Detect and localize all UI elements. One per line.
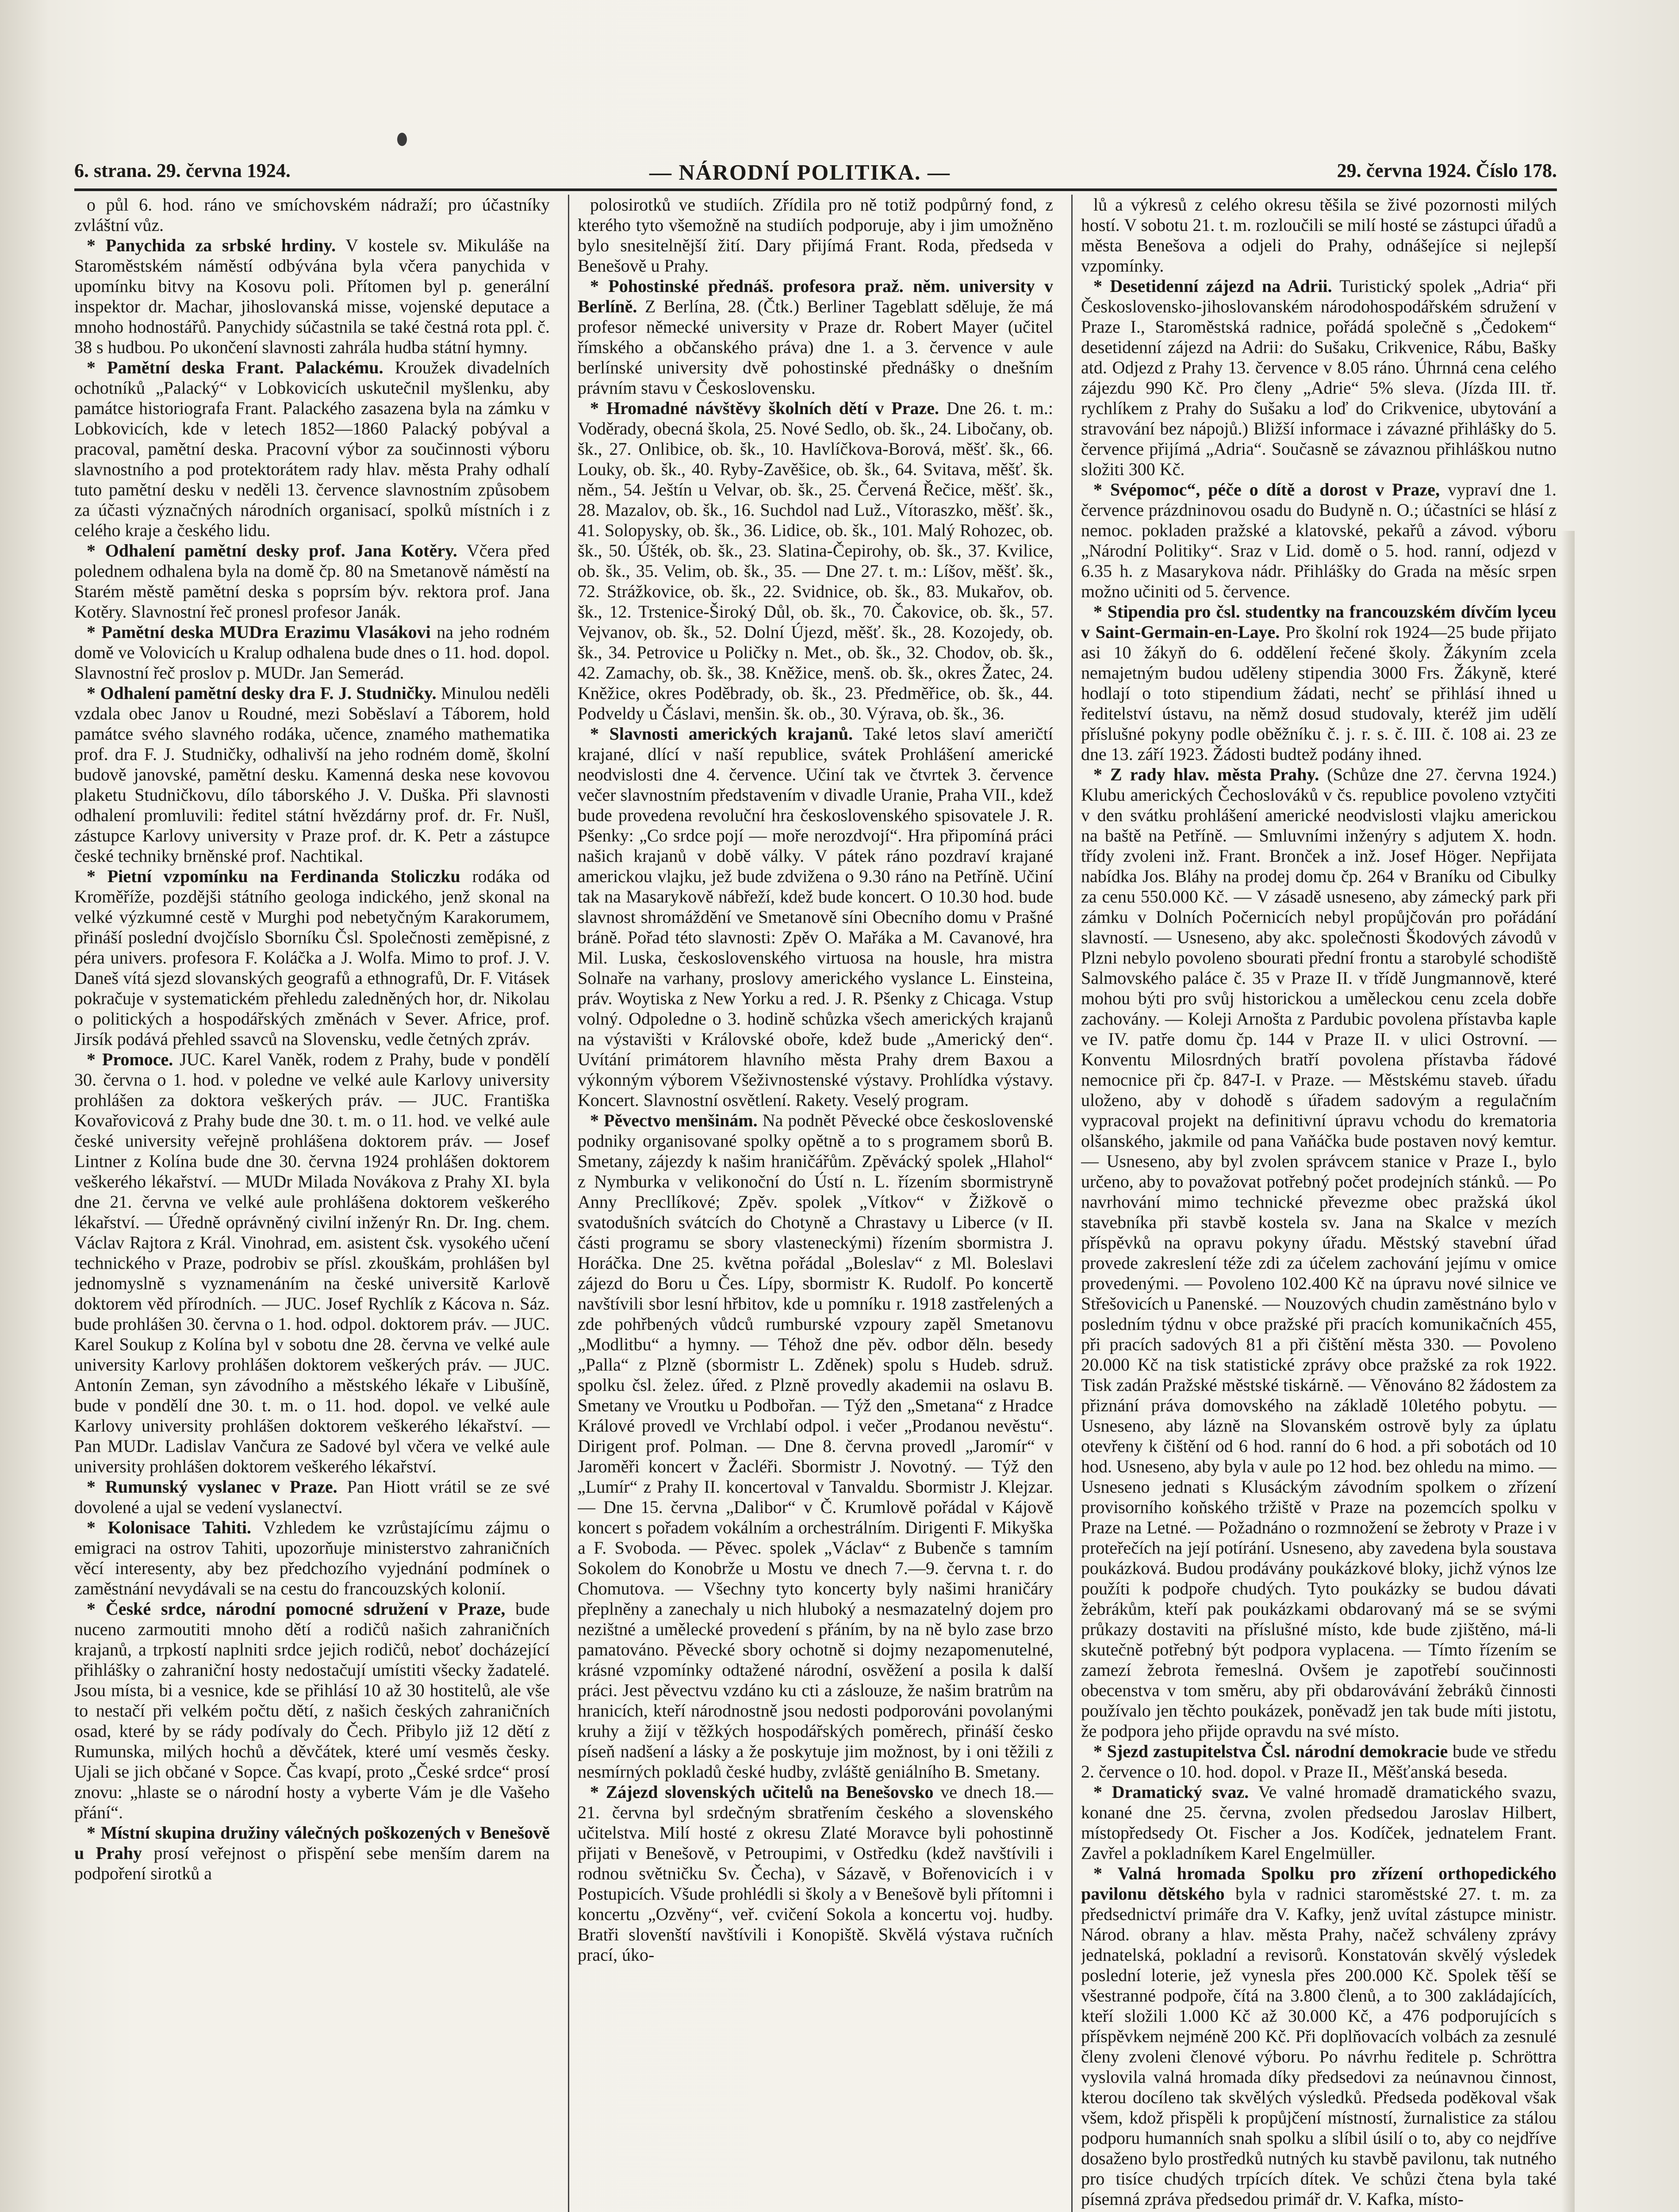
news-item xyxy=(1081,1741,1556,1782)
column-2 xyxy=(578,195,1053,2212)
news-item xyxy=(74,1049,550,1477)
news-item-body: Z Berlína, 28. (Čtk.) Berliner Tageblatt sděluje, že má profesor německé university v Praze dr. Robert Mayer (učitel římského a občanského práva) dne 1. a 3. července v aule berlínské university dvě pohostinské přednášky o dnešním právním stavu v Československu. xyxy=(578,296,1053,398)
news-item-headline: * Zájezd slovenských učitelů na Benešovsko xyxy=(590,1782,934,1802)
news-item-body: na jeho rodném domě ve Volovicích u Kralup odhalena bude dnes o 11. hod. dopol. Slavnostní řeč proslov p. MUDr. Jan Semerád. xyxy=(74,622,550,683)
news-item xyxy=(74,195,550,235)
news-item xyxy=(74,866,550,1049)
header-issue-number: 29. června 1924. Číslo 178. xyxy=(1337,160,1557,181)
news-item-headline: * Dramatický svaz. xyxy=(1093,1782,1249,1802)
news-item-body: Pan Hiott vrátil se ze své dovolené a ujal se vedení vyslanectví. xyxy=(74,1477,550,1517)
news-item xyxy=(578,398,1053,724)
news-item xyxy=(578,1110,1053,1782)
news-item xyxy=(578,195,1053,276)
news-item-headline: * Kolonisace Tahiti. xyxy=(87,1517,251,1537)
news-item-headline: * Pietní vzpomínku na Ferdinanda Stoliczku xyxy=(87,866,460,886)
news-item-body: Kroužek divadelních ochotníků „Palacký“ v Lobkovicích uskutečnil myšlenku, aby památce historiografa Frant. Palackého zasazena byla na zámku v Lobkovicích, kde v letech 1852—1860 Palacký pobýval a pracoval, pamětní deska. Pracovní výbor za součinnosti výboru slavnostního a pod protektorátem rady hlav. města Prahy odhalí tuto pamětní desku v neděli 13. července slavnostním způsobem za účasti význačných národních organisací, spolků místních i z celého kraje a českého lidu. xyxy=(74,357,550,540)
news-item-body: Vzhledem ke vzrůstajícímu zájmu o emigraci na ostrov Tahiti, upozorňuje ministerstvo zahraničních věcí interesenty, aby bez předchozího vyjednání podmínek o zaměstnání nevydávali se na cestu do francouzských kolonií. xyxy=(74,1517,550,1598)
news-item xyxy=(578,276,1053,398)
news-item-body: bude nuceno zarmoutiti mnoho dětí a rodičů našich zahraničních krajanů, a trpkostí naplniti srdce jejich rodičů, neboť docházející přihlášky o zahraniční hosty nedostačují umístiti všecky žadatelé. Jsou místa, bi a vesnice, kde se přihlásí 10 až 30 hostitelů, ale vše to nestačí při velkém počtu dětí, z našich českých zahraničních osad, které by se rády podívaly do Čech. Přibylo již 12 dětí z Rumunska, milých hochů a děvčátek, které umí vesměs česky. Ujali se jich občané v Sopce. Čas kvapí, proto „České srdce“ prosí znovu: „hlaste se o národní hosty a vyberte Vám je dle Vašeho přání“. xyxy=(74,1599,550,1822)
news-item-body: Na podnět Pěvecké obce československé podniky organisované spolky opětně a to s programem sborů B. Smetany, zájezdy k našim hraničářům. Zpěvácký spolek „Hlahol“ z Nymburka v velikonoční do Ústí n. L. řízením sbormistryně Anny Precllíkové; Zpěv. spolek „Vítkov“ v Žižkově o svatodušních svátcích do Chotyně a Chrastavy u Liberce (v II. části programu se sbory vlasteneckými) řízením sbormistra J. Horáčka. Dne 25. května pořádal „Boleslav“ z Ml. Boleslavi zájezd do Boru u Čes. Lípy, sbormistr K. Rudolf. Po koncertě navštívili sbor lesní hřbitov, kde u pomníku r. 1918 zastřelených a zde pohřbených vůdců rumburské vzpoury zapěl Smetanovu „Modlitbu“ a hymny. — Téhož dne pěv. odbor děln. besedy „Palla“ z Plzně (sbormistr L. Zděnek) spolu s Hudeb. sdruž. spolku čsl. želez. úřed. z Plzně provedly akademii na oslavu B. Smetany ve Vroutku u Podbořan. — Týž den „Smetana“ z Hradce Králové provedl ve Vrchlabí odpol. i večer „Prodanou nevěstu“. Dirigent prof. Polman. — Dne 8. června provedl „Jaromír“ v Jaroměři koncert v Žacléři. Sbormistr J. Novotný. — Týž den „Lumír“ z Prahy II. koncertoval v Tanvaldu. Sbormistr J. Klejzar. — Dne 15. června „Dalibor“ v Č. Krumlově pořádal v Kájově koncert s pořadem vokálním a orchestrálním. Dirigenti F. Mikyška a F. Svoboda. — Pěvec. spolek „Václav“ z Bubenče s tamním Sokolem do Konobrže u Mostu ve dnech 7.—9. června t. r. do Chomutova. — Všechny tyto koncerty byly našimi hraničáry přeplněny a zanechaly u nich hluboký a nesmazatelný dojem pro nezištné a umělecké provedení s přáním, by na ně bylo zase brzo pamatováno. Pěvecké sbory ochotně si dojmy nezapomenutelné, krásné vzpomínky odtažené národní, osvěžení a posila k další práci. Jest pěvectvu vzdáno ku cti a záslouze, že našim bratrům na hranicích, kteří národnostně jsou nedosti podporováni povolanými kruhy a žijí v těžkých hospodářských poměrech, přináší česko píseň nadšení a lásky a že poskytuje jim možnost, by i oni těžili z nesmírných pokladů české hudby, zvláště geniálního B. Smetany. xyxy=(578,1110,1053,1782)
news-item xyxy=(74,1823,550,1884)
page-fold-shadow xyxy=(0,0,49,2212)
header-page-date: 6. strana. 29. června 1924. xyxy=(74,160,291,181)
punch-hole xyxy=(397,133,407,146)
news-item-body: Také letos slaví američtí krajané, dlící v naší republice, svátek Prohlášení americké neodvislosti dne 4. července. Učiní tak ve čtvrtek 3. července večer slavnostním představením v divadle Uranie, Praha VII., kdež bude provedena revoluční hra československého spisovatele J. R. Pšenky: „Co srdce pojí — moře nerozdvojí“. Hra připomíná práci našich krajanů v době války. V pátek ráno pozdraví krajané americkou vlajku, jež bude zdvižena o 9.30 ráno na Petříně. Učiní tak na Masarykově nábřeží, kdež bude koncert. O 10.30 hod. bude slavnost shromáždění ve Smetanově síni Obecního domu v Prašné bráně. Pořad této slavnosti: Zpěv O. Mařáka a M. Cavanové, hra Mil. Luska, československého virtuosa na housle, hra mistra Solnaře na varhany, proslovy amerického vyslance L. Einsteina, práv. Woytiska z New Yorku a red. J. R. Pšenky z Chicaga. Vstup volný. Odpoledne o 3. hodině schůzka všech amerických krajanů na výstavišti v Královské oboře, kdež bude „Americký den“. Uvítání primátorem hlavního města Prahy drem Baxou a výkonným výborem Všeživnostenské výstavy. Prohlídka výstavy. Koncert. Slavnostní osvětlení. Rakety. Veselý program. xyxy=(578,724,1053,1110)
news-item-headline: * Svépomoc“, péče o dítě a dorost v Praze, xyxy=(1093,480,1440,499)
news-item-headline: * Promoce. xyxy=(87,1049,173,1069)
column-rule xyxy=(568,195,569,2212)
news-item-body: V kostele sv. Mikuláše na Staroměstském náměstí odbývána byla včera panychida v upomínku bitvy na Kosovu poli. Přítomen byl p. generální inspektor dr. Machar, jihoslovanská misse, vojenské deputace a mnoho hodnostářů. Panychidy súčastnila se také čestná rota ppl. č. 38 s hudbou. Po ukončení slavnosti zahrála hudba státní hymny. xyxy=(74,235,550,357)
news-item-headline: * Odhalení pamětní desky dra F. J. Studničky. xyxy=(87,683,437,703)
news-item xyxy=(1081,1782,1556,1863)
news-item xyxy=(74,1599,550,1823)
news-item xyxy=(74,235,550,357)
news-item-body: lů a výkresů z celého okresu těšila se živé pozornosti milých hostí. V sobotu 21. t. m. rozloučili se milí hosté se zástupci úřadů a města Benešova a odjeli do Prahy, odnášejíce si nejlepší vzpomínky. xyxy=(1081,195,1556,276)
news-item-body: byla v radnici staroměstské 27. t. m. za předsednictví primáře dra V. Kafky, jenž uvítal zástupce ministr. Národ. obrany a hlav. města Prahy, načež schváleny zprávy jednatelská, pokladní a revisorů. Konstatován skvělý výsledek poslední loterie, jež vynesla přes 200.000 Kč. Spolek těší se všestranné podpoře, čítá na 3.800 členů, a to 300 zakládajících, kteří složili 1.000 Kč až 30.000 Kč, a 476 podporujících s příspěvkem nejméně 200 Kč. Při doplňovacích volbách za zesnulé členy zvoleni členové výboru. Po návrhu ředitele p. Schröttra vyslovila valná hromada díky předsedovi za neúnavnou činnost, kterou docíleno tak skvělých výsledků. Předseda poděkoval však všem, kdož přispěli k propůjčení místností, žurnalistice za stálou podporu humanních snah spolku a slíbil úsilí o to, aby co nejdříve dosaženo bylo prostředků nutných ku stavbě pavilonu, tak nutného pro tisíce chudých trpících dítek. Ve schůzi čtena byla také písemná zpráva předsedou primář dr. V. Kafka, místo- xyxy=(1081,1884,1556,2209)
news-item-headline: * Rumunský vyslanec v Praze. xyxy=(87,1477,337,1497)
news-item xyxy=(578,1782,1053,1965)
news-item-headline: * Slavnosti amerických krajanů. xyxy=(590,724,853,744)
news-item-headline: * Desetidenní zájezd na Adrii. xyxy=(1093,276,1332,296)
news-item-body: o půl 6. hod. ráno ve smíchovském nádraží; pro účastníky zvláštní vůz. xyxy=(74,195,550,235)
news-item-headline: * Valná hromada Spolku pro zřízení orthopedického pavilonu dětského xyxy=(1081,1863,1556,1904)
news-item-body: Pro školní rok 1924—25 bude přijato asi 10 žákyň do 6. oddělení řečené školy. Žákyním zcela nemajetným budou uděleny stipendia 3000 Frs. Žákyně, které hodlají o toto stipendium žádati, nechť se přihlásí ihned u ředitelství ústavu, na němž dosud studovaly, kteréž jim udělí příslušné pokyny podle oběžníku č. j. r. s. č. III. č. 108 ai. 23 ze dne 13. září 1923. Žádosti budtež podány ihned. xyxy=(1081,622,1556,764)
news-item-body: Dne 26. t. m.: Voděrady, obecná škola, 25. Nové Sedlo, ob. šk., 24. Libočany, ob. šk., 27. Onlibice, ob. šk., 10. Havlíčkova-Borová, měšť. šk., 66. Louky, ob. šk., 40. Ryby-Zavěšice, ob. šk., 64. Svitava, měšť. šk. něm., 54. Ještín u Velvar, ob. šk., 25. Červená Řečice, měšť. šk., 28. Mazalov, ob. šk., 16. Suchdol nad Luž., Vítoraszko, měšť. šk., 41. Solopysky, ob. šk., 36. Lidice, ob. šk., 101. Malý Rohozec, ob. šk., 50. Úšték, ob. šk., 23. Slatina-Čepirohy, ob. šk., 37. Kvilice, ob. šk., 35. Velim, ob. šk., 35. — Dne 27. t. m.: Líšov, měšť. šk., 72. Strážkovice, ob. šk., 22. Svidnice, ob. šk., 83. Mukařov, ob. šk., 12. Trstenice-Široký Důl, ob. šk., 70. Čakovice, ob. šk., 57. Vejvanov, ob. šk., 52. Dolní Újezd, měšť. šk., 28. Kozojedy, ob. šk., 34. Petrovice u Poličky n. Met., ob. šk., 32. Chodov, ob. šk., 42. Zamachy, ob. šk., 38. Kněžice, menš. ob. šk., okres Žatec, 24. Kněžice, okres Poděbrady, ob. šk., 23. Předměřice, ob. šk., 44. Podveldy u Čáslavi, menšin. šk. ob., 30. Výrava, ob. šk., 36. xyxy=(578,398,1053,723)
news-item-headline: * Pamětní deska Frant. Palackému. xyxy=(87,357,383,377)
news-item xyxy=(1081,602,1556,764)
news-item-body: Turistický spolek „Adria“ při Československo-jihoslovanském národohospodářském sdružení v Praze I., Staroměstská radnice, pořádá společně s „Čedokem“ desetidenní zájezd na Adrii: do Sušaku, Crikvenice, Rábu, Bašky atd. Odjezd z Prahy 13. července v 8.05 ráno. Úhrnná cena celého zájezdu 990 Kč. Pro členy „Adrie“ 5% sleva. (Jízda III. tř. rychlíkem z Prahy do Sušaku a loď do Crikvenice, ubytování a stravování bez nápojů.) Bližší informace i závazné přihlášky do 5. července přijímá „Adria“. Současně se závaznou přihláškou nutno složiti 300 Kč. xyxy=(1081,276,1556,479)
news-item-body: ve dnech 18.—21. června byl srdečným sbratřením českého a slovenského učitelstva. Milí hosté z okresu Zlaté Moravce byli pohostinně přijati v Benešově, v Petroupimi, v Ostředku (kdež navštívili i rodnou světničku Sv. Čecha), v Sázavě, v Bořenovicích i v Postupicích. Všude prohlédli si školy a v Benešově byli přítomni i koncertu „Ozvěny“, veř. cvičení Sokola a koncertu voj. hudby. Bratři slovenští navštívili i Konopiště. Skvělá výstava ručních prací, úko- xyxy=(578,1782,1053,1965)
news-item-headline: * Odhalení pamětní desky prof. Jana Kotěry. xyxy=(87,541,457,561)
news-item xyxy=(1081,195,1556,276)
news-item-headline: * Stipendia pro čsl. studentky na francouzském dívčím lyceu v Saint-Germain-en-Laye. xyxy=(1081,602,1556,642)
news-item-headline: * České srdce, národní pomocné sdružení v Praze, xyxy=(87,1599,506,1619)
news-item xyxy=(74,1517,550,1599)
news-item-body: polosirotků ve studiích. Zřídila pro ně totiž podpůrný fond, z kterého tyto všemožně na studiích podporuje, aby i jim umožněno bylo snesitelnější žití. Dary přijímá Frant. Roda, předseda v Benešově u Prahy. xyxy=(578,195,1053,276)
news-item xyxy=(578,724,1053,1110)
news-item xyxy=(74,357,550,541)
news-item-body: JUC. Karel Vaněk, rodem z Prahy, bude v pondělí 30. června o 1. hod. v poledne ve velké aule Karlovy university prohlášen za doktora veškerých práv. — JUC. Františka Kovařovicová z Prahy bude dne 30. t. m. o 11. hod. ve velké aule české university veřejně prohlášena doktorem práv. — Josef Lintner z Kolína bude dne 30. června 1924 prohlášen doktorem veškerého lékařství. — MUDr Milada Novákova z Prahy XI. byla dne 21. června ve velké aule prohlášena doktorem veškerého lékařství. — Úředně oprávněný civilní inženýr Rn. Dr. Ing. chem. Václav Rajtora z Král. Vinohrad, em. asistent čsk. vysokého učení technického v Praze, podrobiv se přísl. zkouškám, prohlášen byl jednomyslně s vyznamenáním na české universitě Karlově doktorem věd přírodních. — JUC. Josef Rychlík z Kácova n. Sáz. bude prohlášen 30. června o 1. hod. odpol. doktorem práv. — JUC. Karel Soukup z Kolína byl v sobotu dne 28. června ve velké aule university Karlovy prohlášen doktorem veškerých práv. — JUC. Antonín Zeman, syn závodního a městského lékaře v Libušíně, bude v pondělí dne 30. t. m. o 11. hod. dopol. ve velké aule Karlovy university prohlášen doktorem veškerého lékařství. — Pan MUDr. Ladislav Vančura ze Sadové byl včera ve velké aule university prohlášen doktorem veškerého lékařství. xyxy=(74,1049,550,1476)
page-edge-shadow xyxy=(1561,531,1575,2212)
column-1 xyxy=(74,195,550,2212)
news-item-body: Minulou neděli vzdala obec Janov u Roudné, mezi Soběslaví a Táborem, hold památce svého slavného rodáka, učence, znamého mathematika prof. dra F. J. Studničky, odhalivší na jeho rodném domě, školní budově janovské, pamětní desku. Kamenná deska nese kovovou plaketu Studničkovu, dílo táborského J. V. Duška. Při slavnosti odhalení promluvili: ředitel státní hvězdárny prof. dr. Fr. Nušl, zástupce Karlovy university v Praze prof. dr. K. Petr a zástupce české techniky brněnské prof. Nachtikal. xyxy=(74,683,550,866)
column-rule xyxy=(1071,195,1073,2212)
news-item-body: (Schůze dne 27. června 1924.) Klubu amerických Čechoslováků v čs. republice povoleno vztyčiti v den svátku prohlášení americké neodvislosti vlajku americkou na baště na Petříně. — Smluvními inženýry s adjutem X. hodn. třídy zvoleni inž. Frant. Bronček a inž. Josef Höger. Nepřijata nabídka Jos. Bláhy na prodej domu čp. 264 v Braníku od Cibulky za cenu 550.000 Kč. — V zásadě usneseno, aby zámecký park při zámku v Dolních Počernicích nebyl propůjčován pro pořádání slavností. — Usneseno, aby akc. společnosti Škodových závodů v Plzni nebylo povoleno sbourati přední frontu a starobylé schodiště Salmovského paláce č. 35 v Praze II. v třídě Jungmannově, které mohou býti pro svůj historickou a uměleckou cenu zcela dobře zachovány. — Koleji Arnošta z Pardubic povolena přístavba kaple ve IV. patře domu čp. 144 v Praze II. v ulici Ostrovní. — Konventu Milosrdných bratří povolena přístavba řádové nemocnice při čp. 847-I. v Praze. — Městskému staveb. úřadu uloženo, aby v dohodě s úřadem sadovým a regulačním vypracoval projekt na definitivní úpravu vchodu do krematoria olšanského, jakmile od pana Vaňáčka bude postaven nový kemtur. — Usneseno, aby byl zvolen správcem stanice v Praze I., bylo určeno, aby to považovat potřebný počet prodejních stánků. — Po navrhování mimo technické převezme obec pražská úkol stavebníka při stavbě kostela sv. Jana na Skalce v mezích příspěvků na opravu pokyny úřadu. Městský stavební úřad provede zakreslení téže zdi za účelem zachování jejímu v omice provedenými. — Povoleno 102.400 Kč na úpravu nové silnice ve Střešovicích u Panenské. — Nouzových chudin zaměstnáno bylo v posledním týdnu v obce pražské při pracích komunikačních 455, při pracích sadových 81 a při čištění města 330. — Povoleno 20.000 Kč na tisk statistické zprávy obce pražské za rok 1922. Tisk zadán Pražské městské tiskárně. — Věnováno 82 žádostem za přiznání práva domovského na základě 10letého pobytu. — Usneseno, aby lázně na Slovanském ostrově byly za úplatu otevřeny k čištění od 6 hod. ranní do 6 hod. a při sobotách od 10 hod. Usneseno, aby byla v aule po 12 hod. bez ohledu na mimo. — Usneseno jednati s Klusáckým závodním spolkem o zřízení provisorního koňského tržiště v Praze na pozemcích spolku v Praze na Letné. — Požadnáno o rozmnožení se žebroty v Praze i v proteřečích na její potírání. Usneseno, aby zavedena byla soustava poukázková. Budou prodávány poukázkové bloky, jichž výnos lze použíti k podpoře chudých. Tyto poukázky se budou dávati žebrákům, kteří pak poukázkami obdarovaný má se se svými průkazy dostaviti na příslušné místo, kde bude zjištěno, má-li skutečně potřebný být podpora vyplacena. — Tímto řízením se zamezí žebrota řemeslná. Ovšem je zapotřebí součinnosti obecenstva v tom směru, aby při obdarovávání žebráků činnosti používalo jen těchto poukázek, poněvadž jen tak bude míti jistotu, že podpora jeho přijde opravdu na své místo. xyxy=(1081,764,1556,1741)
news-item-body: Včera před polednem odhalena byla na domě čp. 80 na Smetanově náměstí na Starém městě pamětní deska s poprsím býv. rektora prof. Jana Kotěry. Slavnostní řeč pronesl profesor Janák. xyxy=(74,541,550,622)
news-item xyxy=(1081,480,1556,602)
news-item xyxy=(1081,276,1556,480)
news-item xyxy=(74,541,550,622)
column-3 xyxy=(1081,195,1556,2212)
header-masthead: — NÁRODNÍ POLITIKA. — xyxy=(649,160,951,184)
news-item-body: vypraví dne 1. července prázdninovou osadu do Budyně n. O.; účastníci se hlásí z nemoc. pokladen pražské a klatovské, pekařů a závod. výboru „Národní Politiky“. Sraz v Lid. domě o 5. hod. ranní, odjezd v 6.35 h. z Masarykova nádr. Přihlášky do Grada na měsíc srpen možno učiniti od 5. července. xyxy=(1081,480,1556,601)
news-item-body: Ve valné hromadě dramatického svazu, konané dne 25. června, zvolen předsedou Jaroslav Hilbert, místopředsedy Ot. Fischer a Jos. Kodíček, jednatelem Frant. Zavřel a pokladníkem Karel Engelmüller. xyxy=(1081,1782,1556,1863)
news-item-headline: * Pěvectvo menšinám. xyxy=(590,1110,758,1130)
news-item-headline: * Hromadné návštěvy školních dětí v Praze. xyxy=(590,398,939,418)
news-item xyxy=(1081,764,1556,1741)
news-item-headline: * Z rady hlav. města Prahy. xyxy=(1093,764,1319,784)
news-item-body: bude ve středu 2. července o 10. hod. dopol. v Praze II., Měšťanská beseda. xyxy=(1081,1741,1556,1782)
news-item xyxy=(74,1477,550,1517)
page-header xyxy=(74,157,1557,191)
news-item-headline: * Pamětní deska MUDra Erazimu Vlasákovi xyxy=(87,622,431,642)
news-item-headline: * Sjezd zastupitelstva Čsl. národní demokracie xyxy=(1093,1741,1448,1761)
news-item xyxy=(74,622,550,683)
news-item-headline: * Pohostinské přednáš. profesora praž. něm. university v Berlíně. xyxy=(578,276,1053,316)
news-item xyxy=(1081,1863,1556,2209)
news-item-body: rodáka od Kroměříže, pozdějši státního geologa indického, jenž skonal na velké výzkumné cestě v Murghi pod nebetyčným Karakorumem, přináší poslední dvojčíslo Sborníku Čsl. Společnosti zeměpisné, z péra univers. profesora F. Koláčka a J. Wolfa. Mimo to prof. J. V. Daneš vítá sjezd slovanských geografů a ethnografů, Dr. F. Vitásek pokračuje v systematickém přehledu zaledněných hor, dr. Nikolau o politických a hospodářských změnách v Sever. Africe, prof. Jirsík podává přehled ssavců na Slovensku, vedle četných zpráv. xyxy=(74,866,550,1049)
news-item-headline: * Panychida za srbské hrdiny. xyxy=(87,235,336,255)
news-item-headline: * Místní skupina družiny válečných poškozených v Benešově u Prahy xyxy=(74,1823,550,1863)
news-item-body: prosí veřejnost o přispění sebe menším darem na podpoření sirotků a xyxy=(74,1843,550,1883)
news-item xyxy=(74,683,550,866)
